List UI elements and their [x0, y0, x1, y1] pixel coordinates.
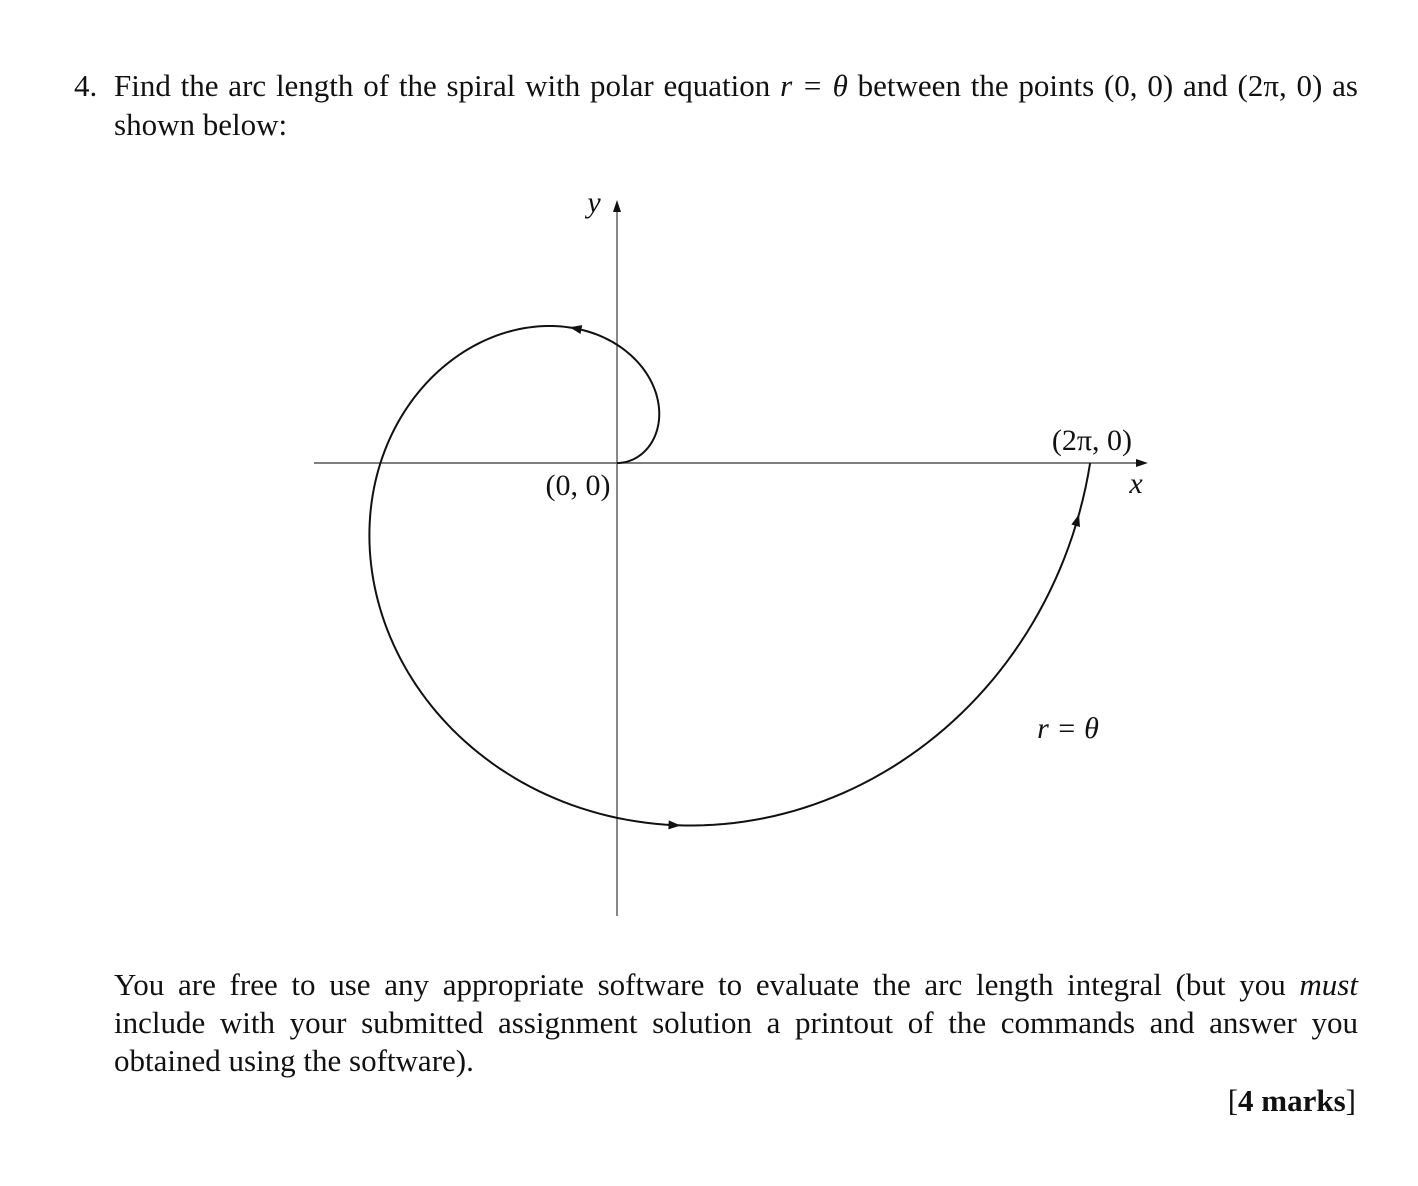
- y-axis-arrowhead: [613, 200, 621, 212]
- question-text-middle: between the points: [847, 68, 1104, 103]
- instructions-note: [114, 966, 1358, 1080]
- x-axis-arrowhead: [1136, 459, 1148, 467]
- question-text-before: Find the arc length of the spiral with polar equation: [114, 68, 781, 103]
- note-text-before: You are free to use any appropriate software to evaluate the arc length integral (but you: [114, 967, 1300, 1002]
- marks-label: 4 marks: [1238, 1083, 1346, 1118]
- x-axis-label: x: [1129, 467, 1143, 500]
- direction-arrow-2: [668, 820, 680, 830]
- polar-equation: r = θ: [780, 68, 848, 103]
- note-emphasis: must: [1299, 967, 1358, 1002]
- question-number: 4.: [74, 68, 98, 103]
- and-word: and: [1173, 68, 1238, 103]
- spiral-curve: [369, 326, 1090, 826]
- curve-label: r = θ: [1037, 712, 1099, 745]
- marks-close-bracket: ]: [1345, 1083, 1356, 1118]
- question-text-after: as shown below:: [114, 68, 1358, 142]
- direction-arrow-3: [1071, 513, 1083, 527]
- marks-badge: [1228, 1082, 1356, 1120]
- start-point: (0, 0): [1103, 68, 1174, 103]
- marks-open-bracket: [: [1227, 1083, 1239, 1118]
- y-axis-label: y: [587, 186, 601, 219]
- end-point-label: (2π, 0): [1051, 424, 1133, 457]
- origin-label: (0, 0): [545, 469, 611, 502]
- end-point: (2π, 0): [1237, 68, 1323, 103]
- note-text-after: include with your submitted assignment solution a printout of the commands and answer you obtained using the software).: [114, 1005, 1358, 1078]
